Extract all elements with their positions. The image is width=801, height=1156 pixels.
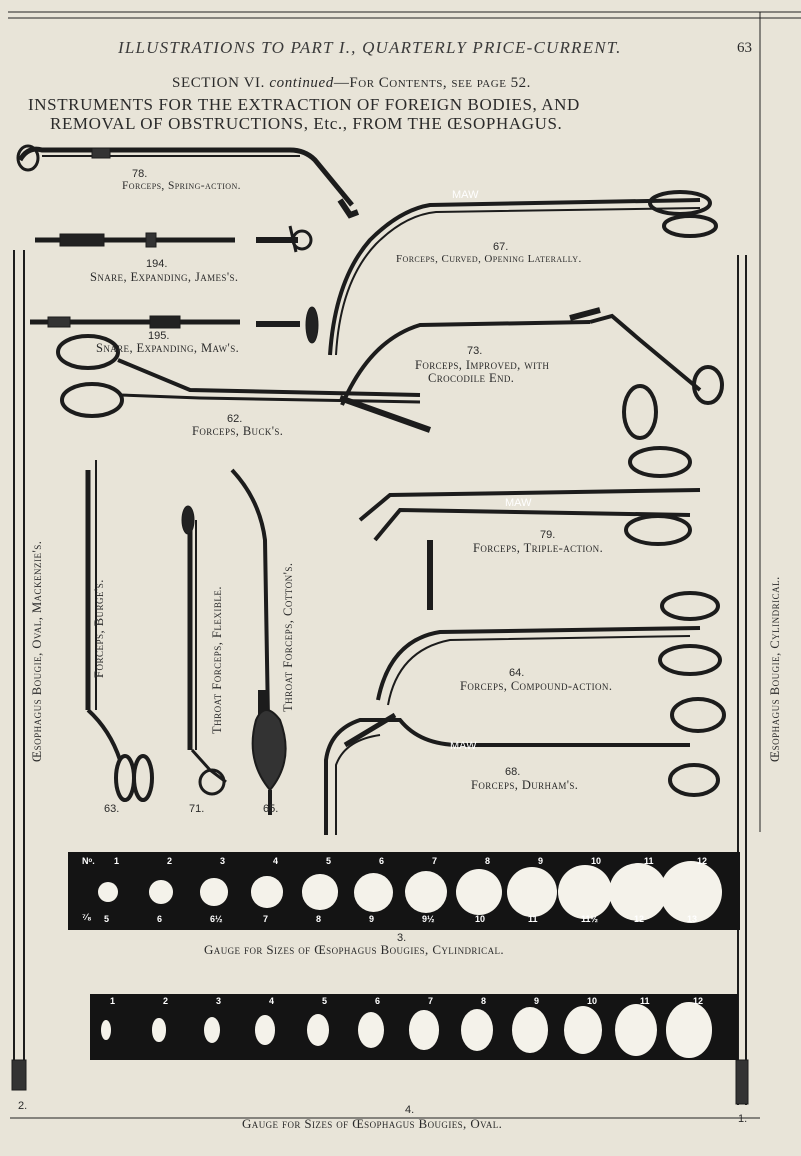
gauge-cyl-top-number: 7	[432, 856, 438, 866]
gauge-oval-number: 4	[269, 996, 275, 1006]
fig-195-number: 195.	[148, 330, 170, 342]
gauge-oval-number: 3	[216, 996, 222, 1006]
section-contents-ref: —For Contents, see page 52.	[333, 75, 531, 91]
fig-62-caption: Forceps, Buck's.	[192, 424, 284, 438]
gauge-cylindrical	[68, 852, 740, 930]
fig-67-number: 67.	[493, 241, 509, 253]
gauge-oval-hole	[615, 1004, 657, 1056]
gauge-cyl-hole	[558, 865, 612, 919]
fig-3-caption: Gauge for Sizes of Œsophagus Bougies, Cylindrical.	[204, 942, 505, 957]
fig-194-caption: Snare, Expanding, James's.	[90, 270, 239, 284]
gauge-cyl-bottom-number: 6½	[210, 914, 223, 924]
fig-68-caption: Forceps, Durham's.	[471, 778, 579, 792]
gauge-cyl-bottom-number: 5	[104, 914, 110, 924]
gauge-cyl-bottom-number: 12	[634, 914, 645, 924]
gauge-cyl-hole	[98, 882, 118, 902]
gauge-cyl-bottom-number: 11	[528, 914, 538, 924]
forceps-67-illustration	[330, 192, 716, 355]
gauge-cyl-top-number: 8	[485, 856, 491, 866]
gauge-cyl-bottom-number: 11½	[581, 914, 599, 924]
gauge-oval-hole	[204, 1017, 220, 1043]
fig-79-number: 79.	[540, 529, 556, 541]
gauge-cyl-prefix-bottom: ⁷⁄₈	[82, 912, 92, 922]
gauge-oval-hole	[461, 1009, 493, 1051]
gauge-cyl-top-number: 1	[114, 856, 120, 866]
gauge-oval-number: 10	[587, 996, 598, 1006]
gauge-cyl-top-number: 6	[379, 856, 385, 866]
gauge-cyl-hole	[354, 873, 393, 912]
gauge-cyl-bottom-number: 13	[687, 914, 698, 924]
gauge-oval-number: 2	[163, 996, 169, 1006]
fig-3-number: 3.	[397, 932, 407, 944]
fig-71-number: 71.	[189, 803, 205, 815]
gauge-oval-hole	[666, 1002, 711, 1057]
section-continued: continued	[269, 75, 334, 91]
gauge-oval-number: 5	[322, 996, 328, 1006]
gauge-cyl-bottom-number: 7	[263, 914, 269, 924]
forceps-68-illustration	[326, 699, 724, 835]
gauge-cyl-bottom-number: 6	[157, 914, 163, 924]
fig-194-number: 194.	[146, 258, 168, 270]
fig-73-number: 73.	[467, 345, 483, 357]
fig-65-caption: Throat Forceps, Cotton's.	[281, 562, 295, 712]
gauge-oval-hole	[512, 1007, 548, 1053]
running-title: ILLUSTRATIONS TO PART I., QUARTERLY PRICE-CURRENT.	[118, 38, 622, 57]
bougie-2-illustration	[12, 250, 26, 1090]
gauge-oval-number: 9	[534, 996, 540, 1006]
maw-stamp-68: MAW	[450, 740, 477, 752]
gauge-cyl-hole	[405, 871, 448, 914]
gauge-oval-number: 6	[375, 996, 381, 1006]
fig-67-caption: Forceps, Curved, Opening Laterally.	[396, 253, 582, 265]
gauge-cyl-hole	[200, 878, 228, 906]
gauge-cyl-top-number: 3	[220, 856, 226, 866]
gauge-oval-number: 12	[693, 996, 704, 1006]
gauge-cyl-hole	[507, 867, 557, 917]
snare-194-illustration	[35, 226, 311, 252]
gauge-oval	[90, 994, 738, 1060]
page-title-line-1: INSTRUMENTS FOR THE EXTRACTION OF FOREIGN BODIES, AND	[28, 95, 580, 114]
gauge-oval-hole	[409, 1010, 438, 1049]
gauge-cyl-bottom-number: 9	[369, 914, 375, 924]
fig-4-number: 4.	[405, 1104, 415, 1116]
gauge-oval-number: 11	[640, 996, 650, 1006]
gauge-cyl-hole	[456, 869, 503, 916]
page-title-line-2: REMOVAL OF OBSTRUCTIONS, Etc., FROM THE ŒSOPHAGUS.	[50, 114, 563, 133]
gauge-oval-number: 7	[428, 996, 434, 1006]
fig-73-caption-2: Crocodile End.	[428, 371, 515, 385]
fig-63-caption: Forceps, Burge's.	[92, 579, 106, 678]
gauge-cyl-top-number: 11	[644, 856, 654, 866]
fig-71-caption: Throat Forceps, Flexible.	[210, 585, 224, 734]
gauge-oval-hole	[255, 1015, 275, 1045]
fig-2-caption: Œsophagus Bougie, Oval, Mackenzie's.	[30, 540, 44, 762]
fig-4-caption: Gauge for Sizes of Œsophagus Bougies, Oval.	[242, 1116, 503, 1131]
maw-stamp-67: MAW	[452, 189, 479, 201]
gauge-cyl-hole	[251, 876, 282, 907]
fig-62-number: 62.	[227, 413, 243, 425]
fig-79-caption: Forceps, Triple-action.	[473, 541, 604, 555]
gauge-cyl-bottom-number: 8	[316, 914, 322, 924]
gauge-oval-number: 8	[481, 996, 487, 1006]
gauge-cyl-top-number: 5	[326, 856, 332, 866]
gauge-oval-hole	[101, 1020, 111, 1040]
gauge-cyl-top-number: 10	[591, 856, 602, 866]
fig-78-caption: Forceps, Spring-action.	[122, 180, 241, 192]
gauge-cyl-hole	[149, 880, 173, 904]
fig-1-number: 1.	[738, 1113, 748, 1125]
gauge-cyl-bottom-number: 10	[475, 914, 486, 924]
gauge-cyl-prefix-top: Nᵒ.	[82, 856, 95, 866]
fig-65-number: 65.	[263, 803, 279, 815]
gauge-cyl-top-number: 9	[538, 856, 544, 866]
fig-63-number: 63.	[104, 803, 120, 815]
gauge-oval-hole	[358, 1012, 384, 1048]
section-label: SECTION VI.	[172, 75, 270, 91]
fig-64-number: 64.	[509, 667, 525, 679]
bougie-1-illustration	[736, 255, 748, 1105]
gauge-cyl-top-number: 4	[273, 856, 279, 866]
fig-64-caption: Forceps, Compound-action.	[460, 679, 613, 693]
gauge-cyl-hole	[302, 874, 337, 909]
forceps-65-illustration	[232, 470, 286, 815]
gauge-cyl-top-number: 12	[697, 856, 708, 866]
gauge-oval-hole	[307, 1014, 330, 1047]
forceps-79-illustration	[360, 448, 700, 610]
fig-2-number: 2.	[18, 1100, 28, 1112]
fig-73-caption-1: Forceps, Improved, with	[415, 358, 550, 372]
maw-stamp-79: MAW	[505, 497, 532, 509]
gauge-oval-hole	[564, 1006, 603, 1055]
gauge-cyl-top-number: 2	[167, 856, 173, 866]
fig-68-number: 68.	[505, 766, 521, 778]
fig-195-caption: Snare, Expanding, Maw's.	[96, 341, 240, 355]
page-number: 63	[737, 40, 752, 56]
fig-1-caption: Œsophagus Bougie, Cylindrical.	[768, 576, 782, 762]
gauge-cyl-bottom-number: 9½	[422, 914, 435, 924]
gauge-oval-hole	[152, 1018, 165, 1041]
fig-78-number: 78.	[132, 168, 148, 180]
gauge-oval-number: 1	[110, 996, 116, 1006]
gauge-cyl-hole	[609, 863, 667, 921]
